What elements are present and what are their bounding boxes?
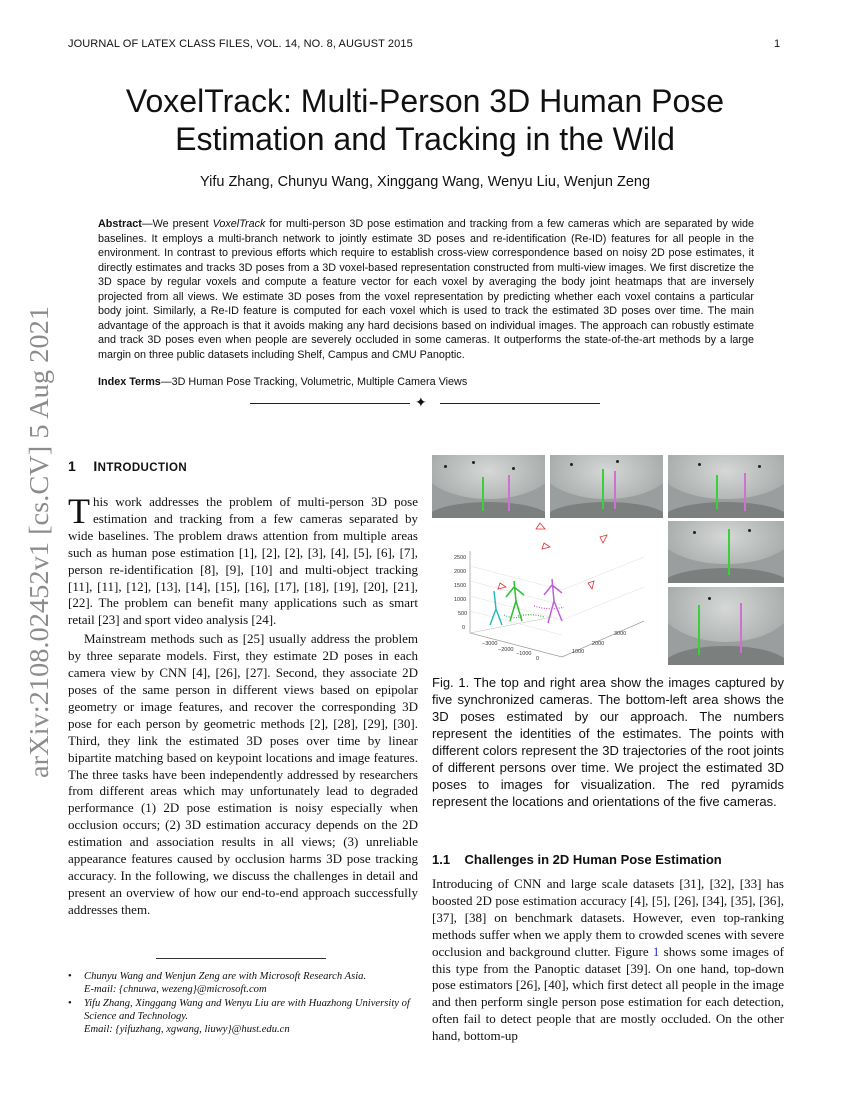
challenges-body	[432, 876, 784, 1045]
plot-gridline	[562, 557, 644, 590]
index-terms	[98, 376, 754, 388]
footnote-item	[68, 970, 418, 996]
root-trajectory	[534, 606, 564, 609]
figure-1-caption: Fig. 1. The top and right area show the images captured by five synchronized cameras. The bottom-left area shows the 3D poses estimated by our approach. The numbers represent the identities of the estimates. The points with different colors represent the 3D trajectories of the root joints of different persons over time. We project the estimated 3D poses to images for visualization. The red pyramids represent the locations and orientations of the five cameras.	[432, 675, 784, 809]
camera-view-5-image	[668, 587, 784, 665]
section-heading-introduction	[68, 458, 187, 474]
figure-reference-link[interactable]: 1	[652, 943, 660, 959]
title-line-1: VoxelTrack: Multi-Person 3D Human Pose	[125, 83, 725, 119]
subsection-number: 1.1	[432, 852, 451, 867]
camera-pyramid-icon	[588, 581, 594, 589]
y-tick-label: 2000	[592, 641, 605, 647]
z-tick-label: 0	[462, 625, 466, 631]
footnote-bullet: •	[68, 971, 72, 982]
footnote-rule	[156, 958, 326, 959]
index-terms-text: —3D Human Pose Tracking, Volumetric, Multiple Camera Views	[160, 376, 468, 388]
camera-view-1-image	[432, 455, 545, 518]
separator-line-right	[440, 403, 600, 404]
camera-view-4-image	[668, 521, 784, 583]
section-title-rest: NTRODUCTION	[97, 462, 188, 474]
plot-gridline	[562, 587, 644, 620]
x-tick-label: 0	[536, 656, 540, 662]
footnote-affiliation: Yifu Zhang, Xinggang Wang and Wenyu Liu are with Huazhong University of Science and Technology.	[84, 998, 410, 1022]
x-tick-label: −2000	[498, 647, 514, 653]
paper-title	[85, 82, 765, 158]
arxiv-stamp-text: arXiv:2108.02452v1 [cs.CV] 5 Aug 2021	[24, 329, 54, 778]
index-terms-label: Index Terms	[98, 376, 161, 388]
page-number: 1	[774, 38, 781, 50]
arxiv-stamp	[10, 300, 60, 800]
camera-pyramid-icon	[600, 535, 607, 543]
z-tick-label: 2500	[454, 555, 467, 561]
title-line-2: Estimation and Tracking in the Wild	[175, 121, 675, 157]
footnote-affiliation: Chunyu Wang and Wenjun Zeng are with Microsoft Research Asia.	[84, 971, 367, 982]
challenges-text-part-2: shows some images of this type from the Panoptic dataset [39]. On one hand, top-down pose estimators [26], [40], which first detect all people in the image and then perform single person pose estimation for each detection, often fail to detect people that are mostly occluded. On the other hand, bottom-up	[432, 943, 784, 1044]
abstract	[98, 217, 754, 362]
y-tick-label: 3000	[614, 631, 627, 637]
z-tick-label: 1000	[454, 597, 467, 603]
root-trajectory	[504, 615, 522, 618]
subsection-heading-challenges	[432, 852, 722, 867]
running-head: JOURNAL OF LATEX CLASS FILES, VOL. 14, NO. 8, AUGUST 2015	[68, 38, 413, 50]
drop-cap: T	[68, 491, 90, 531]
abstract-lead: —We present	[141, 218, 213, 230]
separator-line-left	[250, 403, 410, 404]
x-tick-label: −1000	[516, 651, 532, 657]
z-tick-label: 500	[458, 611, 468, 617]
camera-pyramid-icon	[542, 543, 550, 549]
camera-view-3-image	[668, 455, 784, 518]
x-tick-label: −3000	[482, 641, 498, 647]
subsection-title: Challenges in 2D Human Pose Estimation	[464, 852, 722, 867]
section-title-initial: I	[93, 458, 98, 474]
section-number: 1	[68, 458, 77, 474]
abstract-system-name: VoxelTrack	[212, 218, 266, 230]
camera-pyramid-icon	[536, 523, 545, 529]
figure-1	[432, 455, 784, 665]
separator-diamond-icon: ✦	[415, 394, 427, 410]
footnote-bullet: •	[68, 998, 72, 1009]
authors: Yifu Zhang, Chunyu Wang, Xinggang Wang, Wenyu Liu, Wenjun Zeng	[199, 174, 651, 190]
intro-paragraph-2: Mainstream methods such as [25] usually address the problem by three separate models. First, they estimate 2D poses in each camera view by CNN [4], [26], [27]. Second, they associate 2D poses of the same person in different views based on epipolar geometry or image features, and recover the corresponding 3D pose for each person by geometric methods [2], [28], [29], [30]. Third, they link the estimated 3D poses over time by linear bipartite matching based on keypoint locations and image features. The three tasks have been independently addressed by researchers from different areas which may unfortunately lead to degraded performance (1) 2D pose estimation is noisy especially when occlusion occurs; (2) 3D estimation accuracy depends on the 2D estimation and association results in all views; (3) unreliable appearance features caused by occlusion harms 3D pose tracking accuracy. In the following, we discuss the challenges in detail and present an overview of how our end-to-end approach successfully addresses them.	[68, 631, 418, 917]
footnotes	[68, 970, 418, 1037]
abstract-label: Abstract	[98, 218, 142, 230]
intro-paragraph-1	[68, 491, 418, 629]
introduction-body	[68, 491, 418, 919]
footnote-email: Email: {yifuzhang, xgwang, liuwy}@hust.edu.cn	[84, 1024, 290, 1035]
pose-skeleton-teal	[490, 591, 502, 625]
challenges-text-part-1: Introducing of CNN and large scale datasets [31], [32], [33] has boosted 2D pose estimation accuracy [4], [5], [26], [34], [35], [36], [37], [38] on benchmark datasets. However, even top-ranking methods suffer when we apply them to crowded scenes with severe occlusion and background clutter. Figure	[432, 876, 784, 959]
footnote-email: E-mail: {chnuwa, wezeng}@microsoft.com	[84, 984, 267, 995]
z-tick-label: 1500	[454, 583, 467, 589]
3d-pose-plot	[432, 521, 667, 665]
plot-gridline	[470, 566, 562, 590]
intro-paragraph-1-text: his work addresses the problem of multi-person 3D pose estimation and tracking from a few cameras separated by wide baselines. The problem draws attention from multiple areas such as human pose estimation [1], [2], [2], [3], [4], [5], [6], [7], person re-identification [8], [9], [10] and multi-object tracking [11], [11], [12], [13], [14], [15], [16], [17], [18], [19], [20], [21], [22]. The problem can benefit many applications such as smart retail [23] and sport video analysis [24].	[68, 494, 418, 628]
camera-pyramid-icon	[498, 583, 506, 589]
z-tick-label: 2000	[454, 569, 467, 575]
camera-view-2-image	[550, 455, 663, 518]
footnote-item	[68, 997, 418, 1036]
abstract-text: for multi-person 3D pose estimation and tracking from a few cameras which are separated by wide baselines. It employs a multi-branch network to jointly estimate 3D poses and re-identification (Re-ID) features for all people in the environment. In contrast to previous efforts which require to establish cross-view correspondence based on noisy 2D pose estimates, it directly estimates and tracks 3D poses from a 3D voxel-based representation constructed from multi-view images. We first discretize the 3D space by regular voxels and compute a feature vector for each voxel by averaging the body joint heatmaps that are inversely projected from all views. We estimate 3D poses from the voxel representation by predicting whether each voxel contains a particular body joint. Similarly, a Re-ID feature is computed for each voxel which is used to track the estimated 3D poses over time. The main advantage of the approach is that it avoids making any hard decisions based on individual images. The approach can robustly estimate and track 3D poses even when people are severely occluded in some cameras. It outperforms the state-of-the-art methods by a large margin on three public datasets including Shelf, Campus and CMU Panoptic.	[98, 218, 754, 361]
y-tick-label: 1000	[572, 649, 585, 655]
